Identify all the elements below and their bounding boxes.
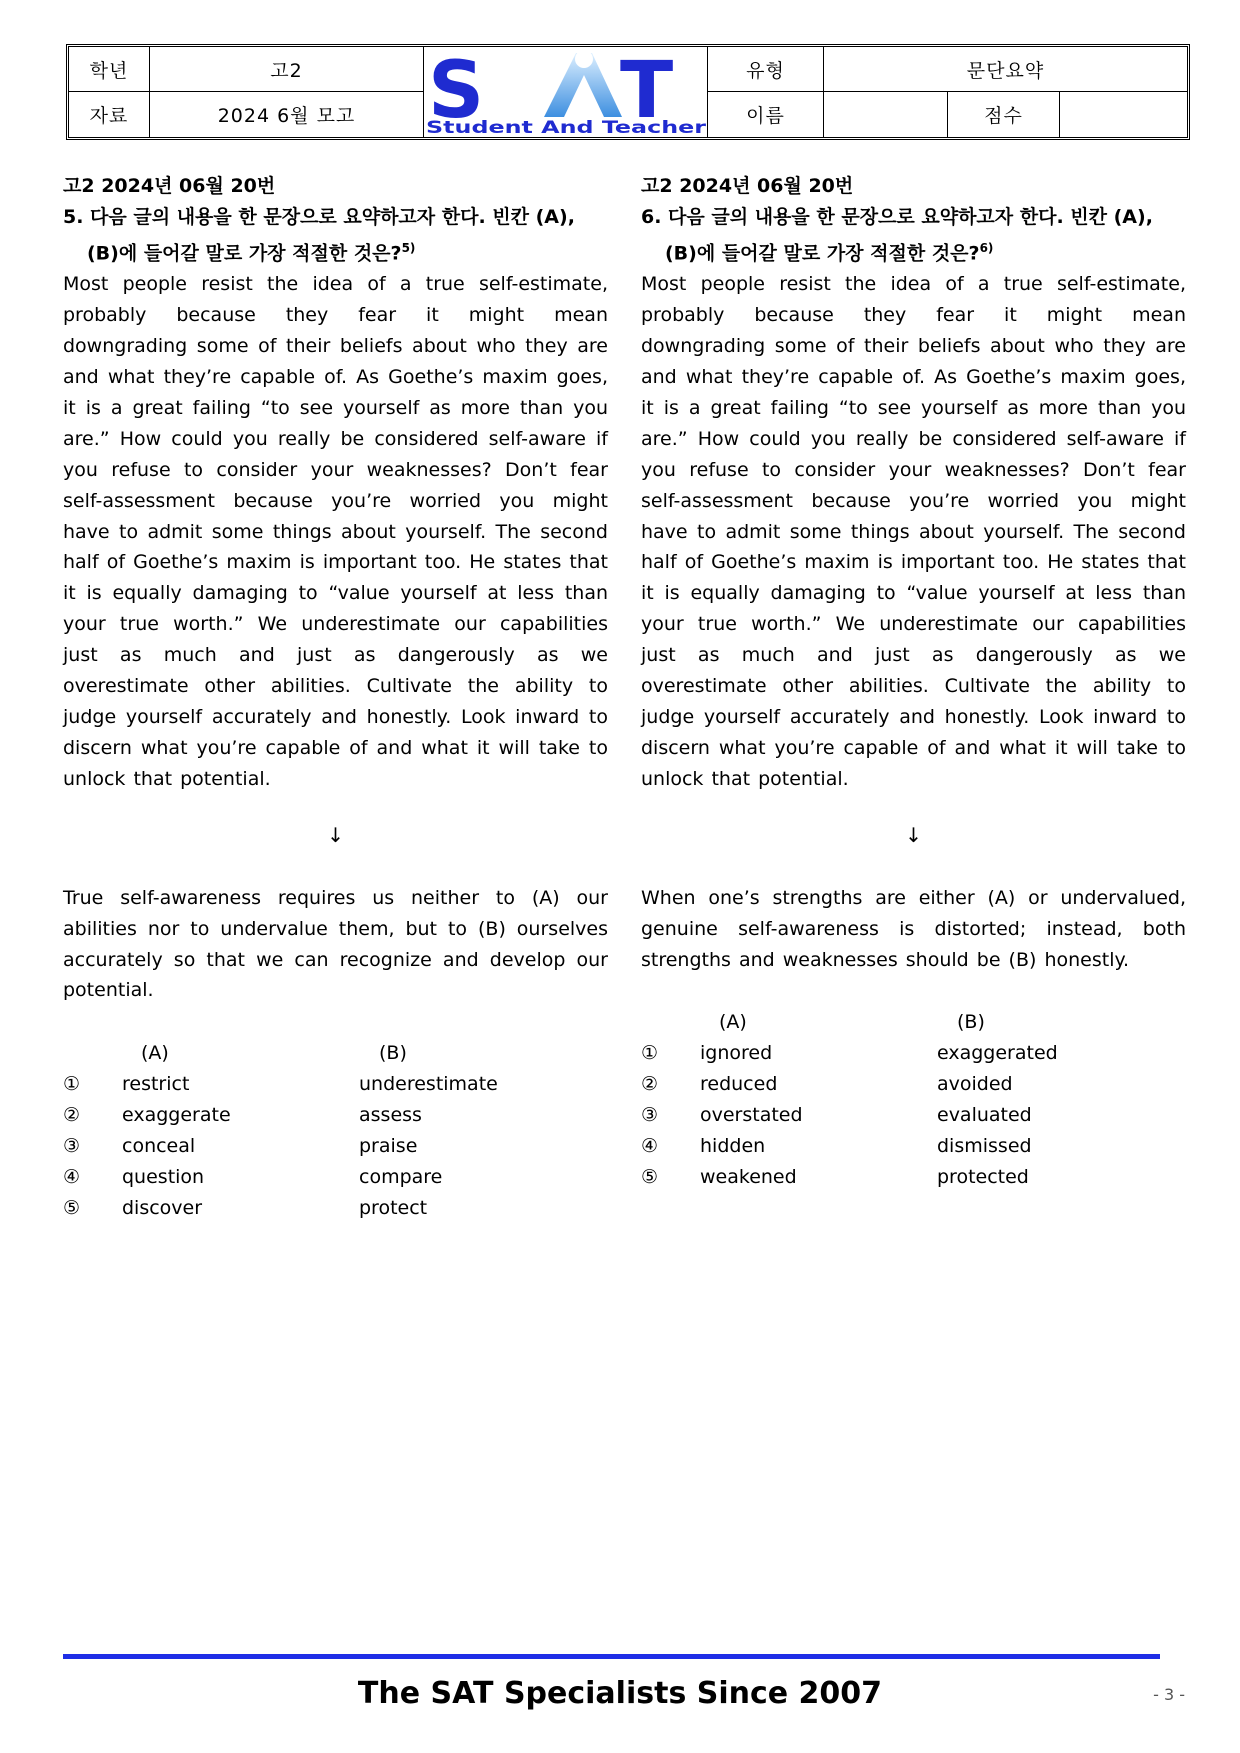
choice-b: praise — [359, 1135, 418, 1158]
grade-label: 학년 — [69, 47, 150, 91]
choice-number: ② — [63, 1104, 81, 1127]
answer-choice-2[interactable] — [641, 1069, 1186, 1100]
choices-header-a: (A) — [141, 1042, 169, 1065]
reading-passage: Most people resist the idea of a true self-estimate, probably because they fear it might mean downgrading some of their beliefs about who they are and what they’re capable of. As Goethe’s maxim goes, it is a great failing “to see yourself as more than you are.” How could you really be considered self-aware if you refuse to consider your weaknesses? Don’t fear self-assessment because you’re worried you might have to admit some things about yourself. The second half of Goethe’s maxim is important too. He states that it is equally damaging to “value yourself at less than your true worth.” We underestimate our capabilities just as much and just as dangerously as we overestimate other abilities. Cultivate the ability to judge yourself accurately and honestly. Look inward to discern what you’re capable of and what it will take to unlock that potential. — [641, 273, 1186, 790]
footer-divider — [63, 1654, 1160, 1659]
choice-a: conceal — [122, 1135, 196, 1158]
question-stem — [63, 202, 608, 269]
footnote-marker: 5) — [401, 241, 416, 255]
question-stem-line1: 5. 다음 글의 내용을 한 문장으로 요약하고자 한다. 빈칸 (A), — [63, 206, 575, 228]
answer-choice-3[interactable] — [641, 1100, 1186, 1131]
choice-a: discover — [122, 1197, 203, 1220]
answer-choice-4[interactable] — [63, 1162, 608, 1193]
question-stem-line1: 6. 다음 글의 내용을 한 문장으로 요약하고자 한다. 빈칸 (A), — [641, 206, 1153, 228]
choice-number: ② — [641, 1073, 659, 1096]
question-stem-line2-wrap — [63, 233, 608, 269]
source-label: 자료 — [69, 92, 150, 137]
answer-choice-2[interactable] — [63, 1100, 608, 1131]
choice-b: avoided — [937, 1073, 1013, 1096]
answer-choices — [63, 1038, 608, 1224]
grade-value: 고2 — [150, 47, 424, 91]
choices-header-b: (B) — [957, 1011, 985, 1034]
choice-number: ④ — [641, 1135, 659, 1158]
choice-number: ① — [63, 1073, 81, 1096]
question-source: 고2 2024년 06월 20번 — [641, 175, 854, 197]
choice-b: dismissed — [937, 1135, 1032, 1158]
choice-b: exaggerated — [937, 1042, 1058, 1065]
choice-b: protect — [359, 1197, 428, 1220]
choice-b: evaluated — [937, 1104, 1032, 1127]
question-5 — [63, 170, 608, 1224]
score-label: 점수 — [948, 92, 1060, 137]
summary-sentence: When one’s strengths are either (A) or undervalued, genuine self-awareness is distorted; instead, both strengths and weaknesses should be (B) honestly. — [641, 886, 1186, 971]
logo-letter-t: T — [620, 47, 674, 136]
page-number: - 3 - — [1153, 1685, 1185, 1704]
question-stem-line2: (B)에 들어갈 말로 가장 적절한 것은? — [87, 242, 402, 265]
sat-logo-graphic — [424, 47, 708, 137]
choices-header — [63, 1038, 608, 1069]
question-stem — [641, 202, 1186, 269]
choice-b: compare — [359, 1166, 443, 1189]
type-value: 문단요약 — [966, 59, 1045, 82]
question-source: 고2 2024년 06월 20번 — [63, 175, 276, 197]
down-arrow-icon: ↓ — [327, 822, 344, 847]
logo-letter-s: S — [428, 47, 485, 136]
answer-choice-5[interactable] — [63, 1193, 608, 1224]
choice-a: hidden — [700, 1135, 766, 1158]
choice-number: ③ — [641, 1104, 659, 1127]
choice-a: exaggerate — [122, 1104, 231, 1127]
sat-logo — [424, 47, 708, 137]
choice-a: restrict — [122, 1073, 190, 1096]
question-6 — [641, 170, 1186, 1193]
choice-b: assess — [359, 1104, 422, 1127]
footnote-marker: 6) — [979, 241, 994, 255]
choice-a: reduced — [700, 1073, 778, 1096]
choices-header-b: (B) — [379, 1042, 407, 1065]
name-label: 이름 — [708, 92, 824, 137]
choice-a: ignored — [700, 1042, 773, 1065]
answer-choice-1[interactable] — [63, 1069, 608, 1100]
down-arrow-icon: ↓ — [905, 822, 922, 847]
summary-sentence: True self-awareness requires us neither to (A) our abilities nor to undervalue them, but to (B) ourselves accurately so that we can recognize and develop our potential. — [63, 886, 608, 1002]
choice-number: ① — [641, 1042, 659, 1065]
score-field[interactable] — [1060, 92, 1187, 137]
choice-number: ⑤ — [63, 1197, 81, 1220]
choice-number: ③ — [63, 1135, 81, 1158]
choices-header — [641, 1007, 1186, 1038]
choice-a: weakened — [700, 1166, 797, 1189]
choice-a: overstated — [700, 1104, 803, 1127]
reading-passage: Most people resist the idea of a true self-estimate, probably because they fear it might mean downgrading some of their beliefs about who they are and what they’re capable of. As Goethe’s maxim goes, it is a great failing “to see yourself as more than you are.” How could you really be considered self-aware if you refuse to consider your weaknesses? Don’t fear self-assessment because you’re worried you might have to admit some things about yourself. The second half of Goethe’s maxim is important too. He states that it is equally damaging to “value yourself at less than your true worth.” We underestimate our capabilities just as much and just as dangerously as we overestimate other abilities. Cultivate the ability to judge yourself accurately and honestly. Look inward to discern what you’re capable of and what it will take to unlock that potential. — [63, 273, 608, 790]
logo-tagline: Student And Teacher — [426, 118, 708, 137]
question-stem-line2: (B)에 들어갈 말로 가장 적절한 것은? — [665, 242, 980, 265]
answer-choice-4[interactable] — [641, 1131, 1186, 1162]
choice-b: underestimate — [359, 1073, 498, 1096]
choice-a: question — [122, 1166, 205, 1189]
answer-choices — [641, 1007, 1186, 1193]
choice-b: protected — [937, 1166, 1029, 1189]
source-value: 2024 6월 모고 — [150, 92, 424, 137]
answer-choice-5[interactable] — [641, 1162, 1186, 1193]
question-stem-line2-wrap — [641, 233, 1186, 269]
choice-number: ⑤ — [641, 1166, 659, 1189]
footer-slogan: The SAT Specialists Since 2007 — [357, 1676, 883, 1711]
answer-choice-1[interactable] — [641, 1038, 1186, 1069]
name-field[interactable] — [824, 92, 948, 137]
worksheet-header — [66, 44, 1190, 140]
answer-choice-3[interactable] — [63, 1131, 608, 1162]
type-label: 유형 — [708, 47, 824, 91]
choices-header-a: (A) — [719, 1011, 747, 1034]
choice-number: ④ — [63, 1166, 81, 1189]
